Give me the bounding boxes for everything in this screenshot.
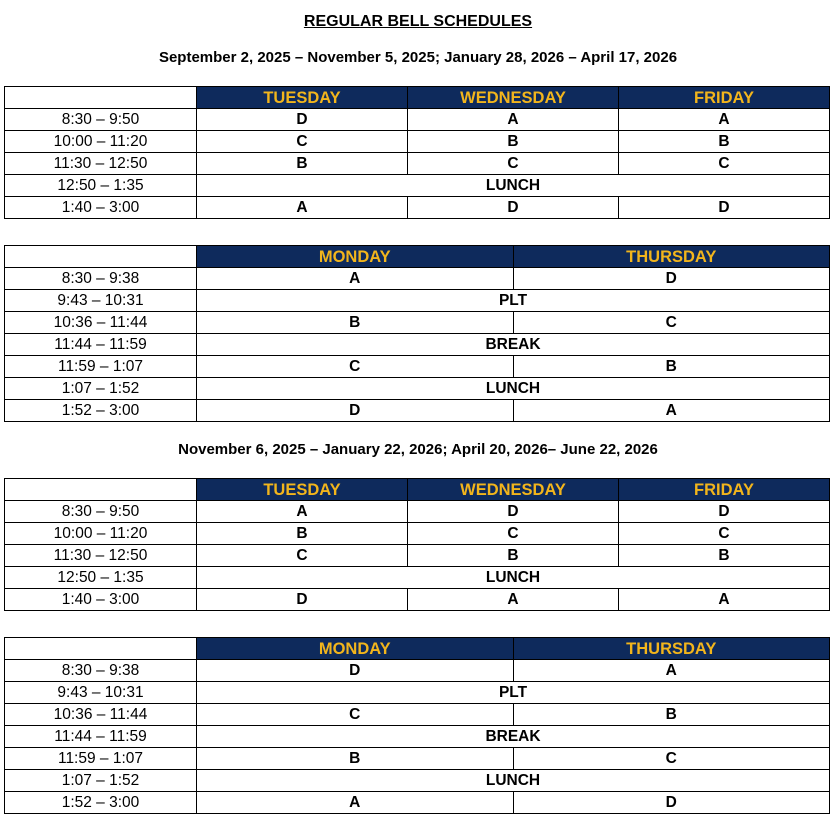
block-cell: D (197, 400, 514, 422)
period-time: 1:40 – 3:00 (5, 197, 197, 219)
block-cell: D (513, 268, 830, 290)
block-cell: B (197, 523, 408, 545)
table-header-row (5, 638, 830, 660)
table-row (5, 312, 830, 334)
period-time: 10:36 – 11:44 (5, 704, 197, 726)
block-cell: B (619, 131, 830, 153)
block-cell: C (197, 131, 408, 153)
table-row (5, 197, 830, 219)
period-time: 10:00 – 11:20 (5, 523, 197, 545)
section-2-mon-thu-table (4, 637, 830, 814)
table-row (5, 334, 830, 356)
period-time: 11:59 – 1:07 (5, 356, 197, 378)
table-row (5, 356, 830, 378)
period-time: 1:52 – 3:00 (5, 400, 197, 422)
section-2-date-range: November 6, 2025 – January 22, 2026; April 20, 2026– June 22, 2026 (178, 441, 658, 458)
period-time: 9:43 – 10:31 (5, 290, 197, 312)
block-cell: C (197, 545, 408, 567)
lunch-cell: LUNCH (197, 175, 830, 197)
plt-cell: PLT (197, 682, 830, 704)
day-header: THURSDAY (513, 246, 830, 268)
block-cell: C (619, 153, 830, 175)
period-time: 8:30 – 9:50 (5, 109, 197, 131)
period-time: 8:30 – 9:38 (5, 660, 197, 682)
block-cell: A (619, 109, 830, 131)
section-1-tue-wed-fri-table (4, 86, 830, 219)
table-row (5, 589, 830, 611)
block-cell: A (197, 268, 514, 290)
period-time: 1:07 – 1:52 (5, 770, 197, 792)
period-time: 8:30 – 9:38 (5, 268, 197, 290)
block-cell: B (197, 748, 514, 770)
block-cell: C (619, 523, 830, 545)
block-cell: B (408, 131, 619, 153)
table-row (5, 153, 830, 175)
period-time: 1:07 – 1:52 (5, 378, 197, 400)
block-cell: A (197, 501, 408, 523)
block-cell: C (197, 704, 514, 726)
block-cell: A (513, 660, 830, 682)
day-header: THURSDAY (513, 638, 830, 660)
period-time: 1:52 – 3:00 (5, 792, 197, 814)
block-cell: B (408, 545, 619, 567)
table-row (5, 400, 830, 422)
period-time: 10:36 – 11:44 (5, 312, 197, 334)
time-header-cell (5, 479, 197, 501)
table-row (5, 704, 830, 726)
table-row (5, 682, 830, 704)
day-header: FRIDAY (619, 479, 830, 501)
block-cell: A (513, 400, 830, 422)
block-cell: A (408, 589, 619, 611)
table-row (5, 792, 830, 814)
lunch-cell: LUNCH (197, 378, 830, 400)
period-time: 11:30 – 12:50 (5, 153, 197, 175)
table-row (5, 378, 830, 400)
table-row (5, 523, 830, 545)
block-cell: B (619, 545, 830, 567)
period-time: 11:44 – 11:59 (5, 726, 197, 748)
block-cell: C (513, 312, 830, 334)
block-cell: D (513, 792, 830, 814)
table-row (5, 545, 830, 567)
block-cell: A (619, 589, 830, 611)
table-row (5, 726, 830, 748)
page-title: REGULAR BELL SCHEDULES (303, 13, 533, 30)
period-time: 10:00 – 11:20 (5, 131, 197, 153)
period-time: 11:30 – 12:50 (5, 545, 197, 567)
block-cell: C (513, 748, 830, 770)
period-time: 12:50 – 1:35 (5, 175, 197, 197)
block-cell: C (408, 523, 619, 545)
block-cell: B (513, 356, 830, 378)
block-cell: A (197, 197, 408, 219)
table-header-row (5, 87, 830, 109)
block-cell: D (408, 501, 619, 523)
block-cell: D (197, 109, 408, 131)
table-row (5, 660, 830, 682)
section-1-mon-thu-table (4, 245, 830, 422)
lunch-cell: LUNCH (197, 567, 830, 589)
block-cell: C (197, 356, 514, 378)
block-cell: B (197, 153, 408, 175)
lunch-cell: LUNCH (197, 770, 830, 792)
table-row (5, 131, 830, 153)
day-header: FRIDAY (619, 87, 830, 109)
table-header-row (5, 479, 830, 501)
block-cell: D (619, 501, 830, 523)
table-row (5, 268, 830, 290)
block-cell: A (408, 109, 619, 131)
day-header: TUESDAY (197, 479, 408, 501)
section-1-date-range: September 2, 2025 – November 5, 2025; January 28, 2026 – April 17, 2026 (158, 49, 678, 66)
day-header: TUESDAY (197, 87, 408, 109)
section-2-tue-wed-fri-table (4, 478, 830, 611)
period-time: 11:44 – 11:59 (5, 334, 197, 356)
table-row (5, 567, 830, 589)
block-cell: D (197, 660, 514, 682)
block-cell: B (513, 704, 830, 726)
break-cell: BREAK (197, 334, 830, 356)
time-header-cell (5, 638, 197, 660)
period-time: 8:30 – 9:50 (5, 501, 197, 523)
day-header: WEDNESDAY (408, 87, 619, 109)
block-cell: A (197, 792, 514, 814)
block-cell: B (197, 312, 514, 334)
table-header-row (5, 246, 830, 268)
table-row (5, 290, 830, 312)
period-time: 9:43 – 10:31 (5, 682, 197, 704)
day-header: WEDNESDAY (408, 479, 619, 501)
table-row (5, 175, 830, 197)
plt-cell: PLT (197, 290, 830, 312)
block-cell: D (197, 589, 408, 611)
table-row (5, 770, 830, 792)
table-row (5, 109, 830, 131)
block-cell: D (408, 197, 619, 219)
day-header: MONDAY (197, 246, 514, 268)
time-header-cell (5, 246, 197, 268)
period-time: 1:40 – 3:00 (5, 589, 197, 611)
break-cell: BREAK (197, 726, 830, 748)
period-time: 12:50 – 1:35 (5, 567, 197, 589)
block-cell: C (408, 153, 619, 175)
block-cell: D (619, 197, 830, 219)
table-row (5, 748, 830, 770)
time-header-cell (5, 87, 197, 109)
table-row (5, 501, 830, 523)
day-header: MONDAY (197, 638, 514, 660)
period-time: 11:59 – 1:07 (5, 748, 197, 770)
